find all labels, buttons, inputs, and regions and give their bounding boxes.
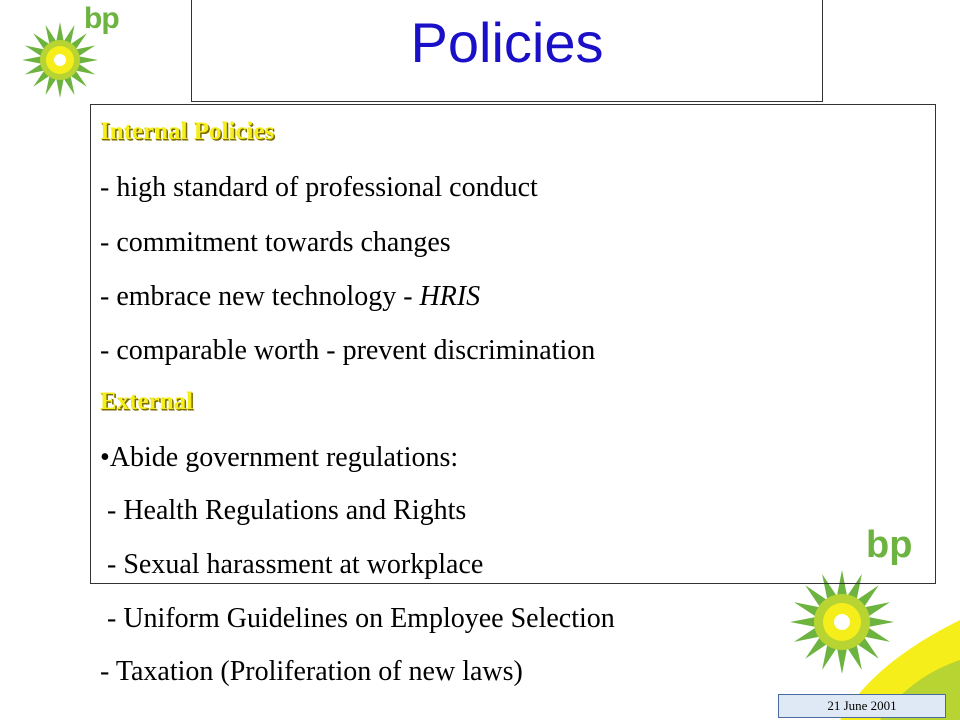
bp-logo-top — [22, 2, 122, 102]
list-item-external-5: - Taxation (Proliferation of new laws) — [100, 656, 523, 687]
external-heading: External — [100, 388, 194, 415]
bp-wordmark-bottom: bp — [866, 524, 913, 566]
list-item-internal-1: - high standard of professional conduct — [100, 172, 538, 203]
list-item-internal-2: - commitment towards changes — [100, 227, 451, 258]
hris-emphasis: HRIS — [419, 281, 481, 312]
list-item-external-1: •Abide government regulations: — [100, 442, 459, 473]
list-item-internal-4: - comparable worth - prevent discrimination — [100, 335, 596, 366]
date-footer: 21 June 2001 — [778, 694, 946, 718]
bp-wordmark-top: bp — [84, 2, 119, 35]
slide-title: Policies — [410, 11, 604, 74]
list-item-external-2: - Health Regulations and Rights — [100, 495, 467, 526]
list-item-external-4: - Uniform Guidelines on Employee Selection — [100, 603, 615, 634]
list-item-internal-3 — [100, 281, 480, 313]
list-item-external-3: - Sexual harassment at workplace — [100, 549, 484, 580]
list-item-internal-3-text: - embrace new technology - — [100, 281, 420, 312]
title-box — [191, 0, 823, 102]
internal-policies-heading: Internal Policies — [100, 118, 275, 145]
